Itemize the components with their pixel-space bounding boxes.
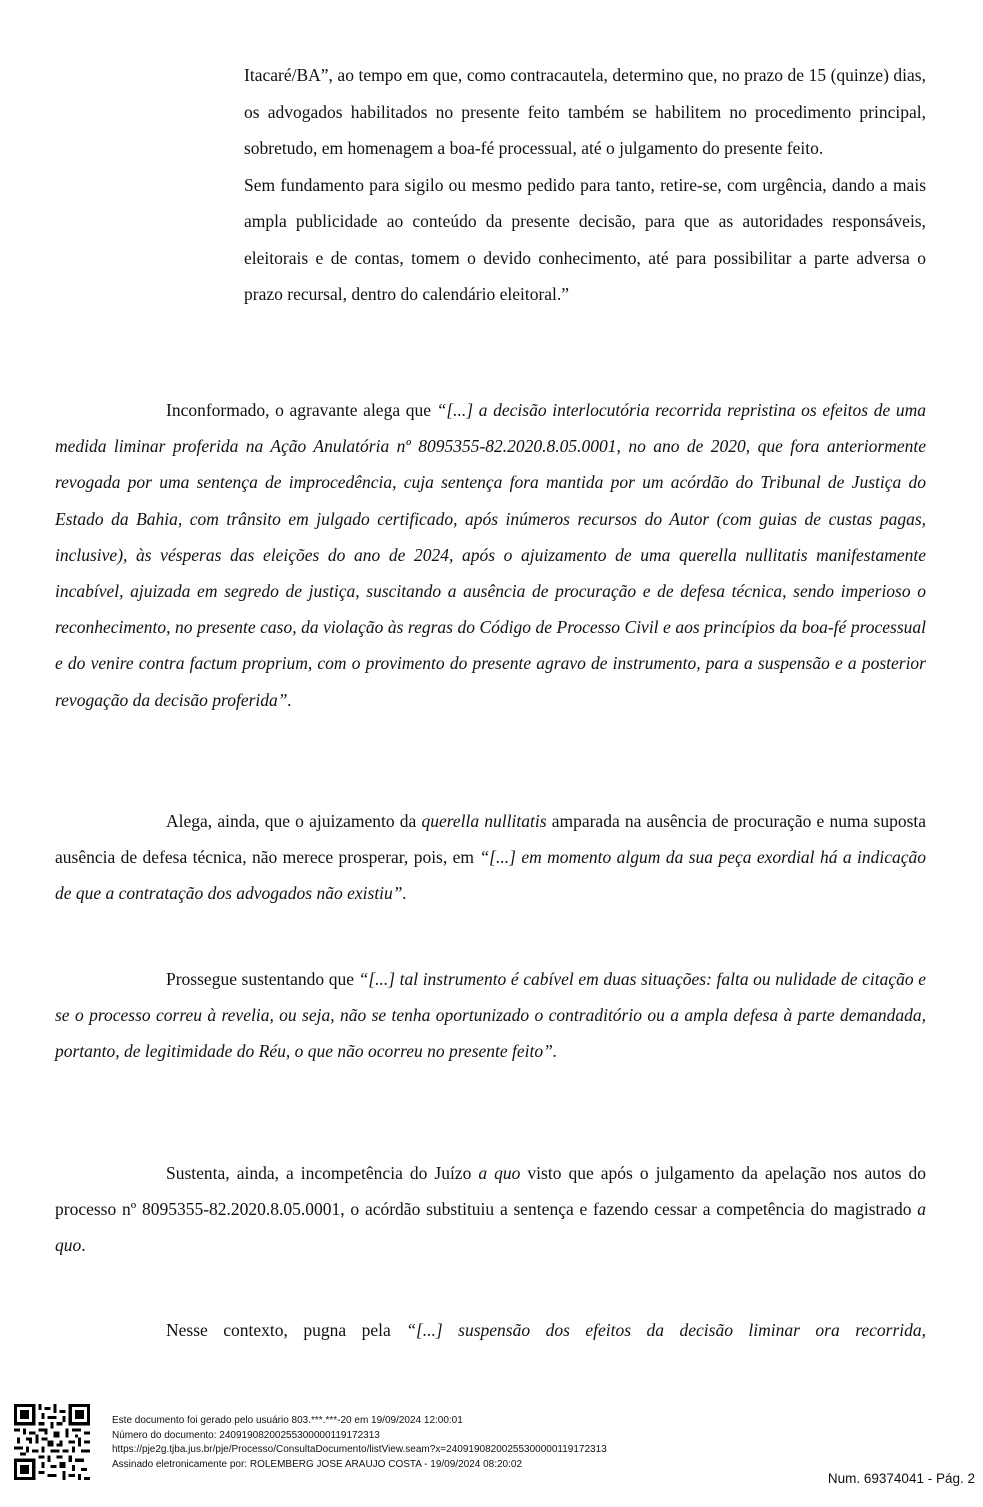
signature-footer [112,1414,607,1472]
paragraph-quote: “[...] suspensão dos efeitos da decisão liminar ora recorrida, [406,1320,926,1340]
cited-decision-quote [244,57,926,313]
paragraph-quote: “[...] a decisão interlocutória recorrida repristina os efeitos de uma medida liminar proferida na Ação Anulatória nº 8095355-82.2020.8.05.0001, no ano de 2020, que fora anteriormente revogada por uma sentença de improcedência, cuja sentença fora mantida por um acórdão do Tribunal de Justiça do Estado da Bahia, com trânsito em julgado certificado, após inúmeros recursos do Autor (com guias de custas pagas, inclusive), às vésperas das eleições do ano de 2024, após o ajuizamento de uma querella nullitatis manifestamente incabível, ajuizada em segredo de justiça, suscitando a ausência de procuração e de defesa técnica, sendo imperioso o reconhecimento, no presente caso, da violação às regras do Código de Processo Civil e aos princípios da boa-fé processual e do venire contra factum proprium, com o provimento do presente agravo de instrumento, para a suspensão e a posterior revogação da decisão proferida”. [55,400,926,710]
paragraph-middle: amparada na ausência de procuração e numa suposta ausência de defesa técnica, não merece prosperar, pois, em [55,811,927,868]
page-number: Num. 69374041 - Pág. 2 [827,1471,975,1486]
paragraph-quote: “[...] tal instrumento é cabível em duas situações: falta ou nulidade de citação e se o processo correu à revelia, ou seja, não se tenha oportunizado o contraditório ou a ampla defesa à parte demandada, portanto, de legitimidade do Réu, o que não ocorreu no presente feito”. [55,969,926,1062]
quote-paragraph-2: Sem fundamento para sigilo ou mesmo pedido para tanto, retire-se, com urgência, dando a mais ampla publicidade ao conteúdo da presente decisão, para que as autoridades responsáveis, eleitorais e de contas, tomem o devido conhecimento, até para possibilitar a parte adversa o prazo recursal, dentro do calendário eleitoral.” [244,174,926,304]
paragraph-prossegue [55,961,926,1070]
paragraph-end: . [81,1235,86,1256]
paragraph-lead: Inconformado, o agravante alega que [166,400,437,420]
paragraph-quote: “[...] em momento algum da sua peça exordial há a indicação de que a contratação dos advogados não existiu”. [55,847,927,904]
footer-document-url[interactable]: https://pje2g.tjba.jus.br/pje/Processo/ConsultaDocumento/listView.seam?x=24091908200255300000119172313 [112,1444,607,1455]
paragraph-lead: Nesse contexto, pugna pela [166,1320,407,1340]
paragraph-inconformado [55,392,926,718]
latin-term: querella nullitatis [421,811,547,831]
footer-signed-by: Assinado eletronicamente por: ROLEMBERG JOSE ARAUJO COSTA - 19/09/2024 08:20:02 [112,1458,523,1470]
paragraph-sustenta [55,1155,926,1264]
latin-term: a quo [55,1199,926,1256]
paragraph-lead: Prossegue sustentando que [166,969,359,989]
footer-generated-by: Este documento foi gerado pelo usuário 803.***.***-20 em 19/09/2024 12:00:01 [112,1415,463,1426]
paragraph-lead: Alega, ainda, que o ajuizamento da [166,811,422,831]
latin-term: a quo [478,1163,521,1183]
paragraph-alega [55,803,926,912]
footer-document-number: Número do documento: 24091908200255300000119172313 [112,1429,380,1441]
quote-paragraph-1: Itacaré/BA”, ao tempo em que, como contracautela, determino que, no prazo de 15 (quinze) dias, os advogados habilitados no presente feito também se habilitem no procedimento principal, sobretudo, em homenagem a boa-fé processual, até o julgamento do presente feito. [244,65,926,158]
qr-code-icon [14,1404,90,1480]
paragraph-lead: Sustenta, ainda, a incompetência do Juízo [166,1163,479,1183]
paragraph-middle: visto que após o julgamento da apelação nos autos do processo nº 8095355-82.2020.8.05.0001, o acórdão substituiu a sentença e fazendo cessar a competência do magistrado [55,1163,926,1220]
paragraph-nesse-contexto [55,1312,926,1348]
